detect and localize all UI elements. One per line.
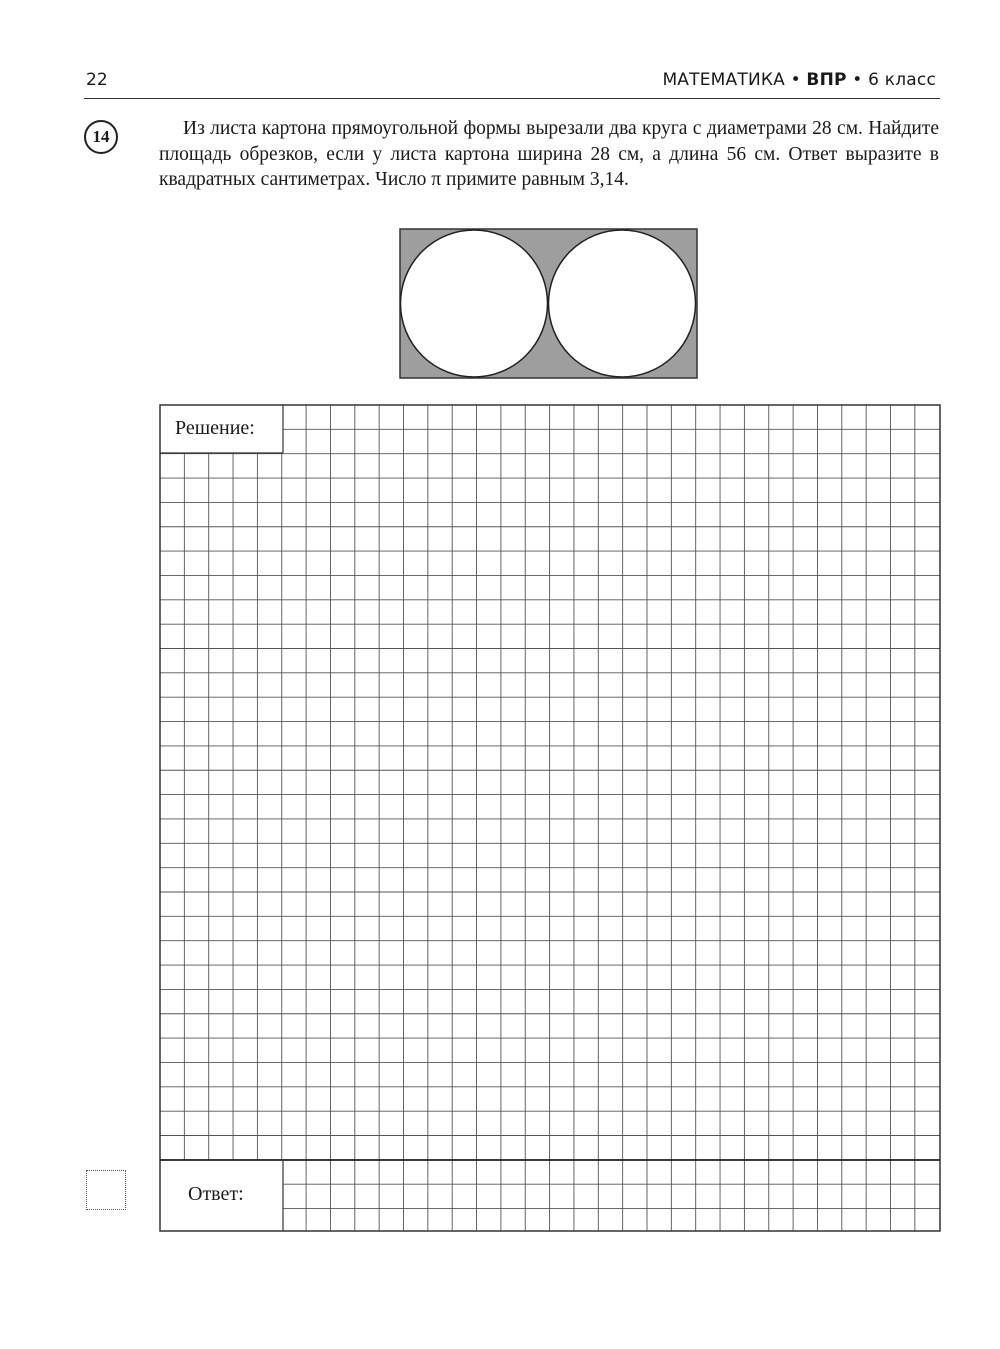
- cut-circle-right: [549, 230, 696, 377]
- header-divider: [84, 98, 940, 99]
- task-number-badge: [84, 120, 118, 154]
- solution-label: Решение:: [175, 417, 255, 439]
- problem-text: Из листа картона прямоугольной формы вырезали два круга с диаметрами 28 см. Найдите площадь обрезков, если у листа картона ширина 28 см, а длина 56 см. Ответ выразите в квадратных сантиметрах. Число π примите равным 3,14.: [159, 118, 939, 190]
- cardboard-diagram: [399, 228, 699, 380]
- header-separator-2: •: [852, 70, 863, 90]
- cardboard-figure: [399, 228, 699, 385]
- page-number: 22: [86, 70, 108, 90]
- grid-paper[interactable]: [159, 404, 941, 1234]
- cut-circle-left: [401, 230, 548, 377]
- task-number: 14: [92, 127, 110, 146]
- answer-label: Ответ:: [188, 1183, 244, 1205]
- running-header: [662, 70, 936, 90]
- solution-answer-grid[interactable]: [159, 404, 941, 1239]
- grid-lines: [160, 405, 940, 1231]
- header-separator: •: [790, 70, 801, 90]
- header-exam: ВПР: [806, 70, 847, 90]
- score-box[interactable]: [86, 1170, 126, 1210]
- problem-statement: [159, 116, 939, 193]
- header-subject: МАТЕМАТИКА: [662, 70, 785, 90]
- header-grade: 6 класс: [868, 70, 936, 90]
